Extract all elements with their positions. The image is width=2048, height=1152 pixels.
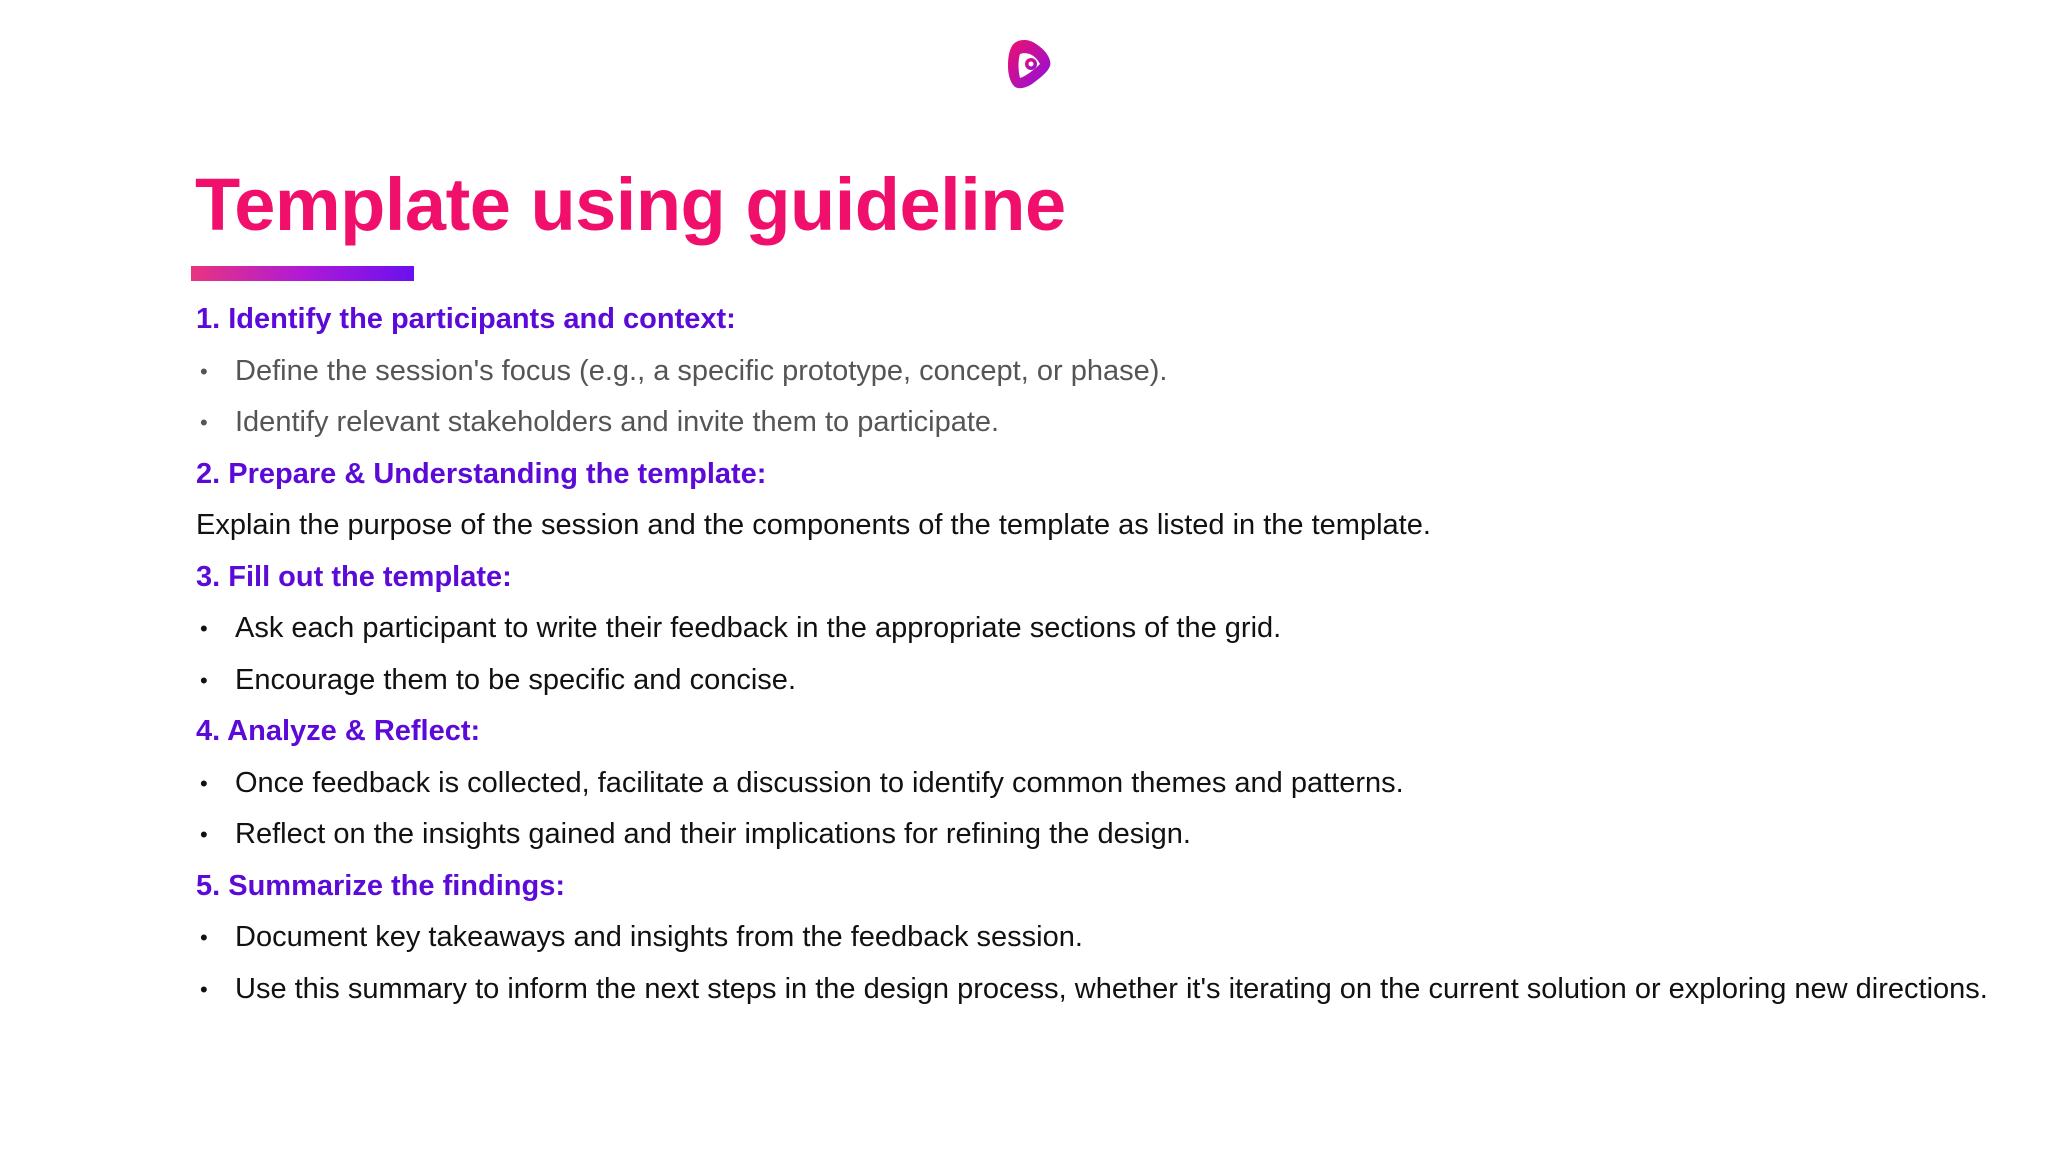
bullet-dot-icon: • — [200, 358, 208, 384]
bullet-dot-icon: • — [200, 822, 208, 847]
bullet-dot-icon: • — [200, 770, 208, 796]
bullet-text: Ask each participant to write their feedback in the appropriate sections of the grid. — [235, 612, 1282, 644]
bullet-list-item — [196, 397, 1996, 449]
bullet-text: Once feedback is collected, facilitate a discussion to identify common themes and patterns. — [235, 766, 1404, 799]
bullet-dot-icon: • — [200, 976, 208, 1002]
guideline-content — [196, 294, 1996, 1015]
section-heading: 5. Summarize the findings: — [196, 869, 565, 902]
bullet-list-item — [196, 912, 1996, 964]
brand-logo-icon — [1002, 36, 1054, 92]
section-heading: 1. Identify the participants and context: — [196, 303, 736, 335]
bullet-text: Document key takeaways and insights from the feedback session. — [235, 921, 1083, 953]
bullet-dot-icon: • — [200, 925, 208, 950]
bullet-text: Identify relevant stakeholders and invite them to participate. — [235, 406, 1000, 438]
bullet-list-item — [196, 809, 1996, 861]
section-heading: 3. Fill out the template: — [196, 560, 512, 593]
bullet-dot-icon: • — [200, 667, 208, 693]
bullet-dot-icon: • — [200, 410, 208, 435]
bullet-list-item — [196, 655, 1996, 707]
bullet-text: Encourage them to be specific and concise. — [235, 663, 796, 696]
brand-logo-svg — [1002, 36, 1054, 92]
title-underline — [191, 266, 414, 281]
bullet-text: Reflect on the insights gained and their implications for refining the design. — [235, 818, 1191, 850]
bullet-list-item — [196, 964, 1996, 1016]
section-heading: 2. Prepare & Understanding the template: — [196, 457, 767, 490]
bullet-text: Use this summary to inform the next steps in the design process, whether it's iterating on the current solution or exploring new directions. — [235, 972, 1988, 1005]
bullet-list-item — [196, 346, 1996, 398]
bullet-list-item — [196, 758, 1996, 810]
bullet-list-item — [196, 603, 1996, 655]
bullet-dot-icon: • — [200, 616, 208, 641]
bullet-text: Define the session's focus (e.g., a specific prototype, concept, or phase). — [235, 354, 1168, 387]
section-paragraph: Explain the purpose of the session and the components of the template as listed in the template. — [196, 509, 1431, 541]
section-heading: 4. Analyze & Reflect: — [196, 715, 481, 747]
page-title: Template using guideline — [195, 163, 1066, 246]
